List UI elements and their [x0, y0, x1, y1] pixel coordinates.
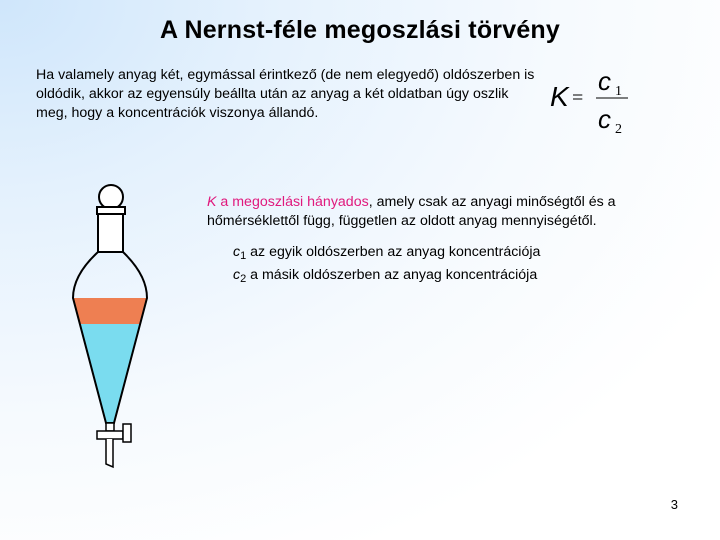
stopper-knob	[99, 185, 123, 209]
partition-description	[207, 193, 687, 231]
k-phrase: a megoszlási hányados	[216, 194, 369, 210]
stopcock	[97, 431, 123, 439]
page-number: 3	[670, 497, 678, 512]
formula-denominator: c	[598, 104, 611, 134]
formula-equals: =	[572, 87, 584, 109]
definition-index: 2	[240, 273, 247, 285]
slide-title: A Nernst-féle megoszlási törvény	[159, 16, 561, 44]
definition-list	[233, 243, 540, 289]
k-symbol: K	[207, 194, 217, 210]
funnel-neck	[98, 214, 123, 252]
description-rest: , amely csak az anyagi minőségtől és a hőmérséklettől függ, független az oldott anyag mennyiségétől.	[207, 194, 616, 229]
definition-index: 1	[240, 250, 247, 262]
formula-k: K	[550, 81, 569, 112]
definition-text: a másik oldószerben az anyag koncentrációja	[246, 267, 538, 283]
partition-formula	[540, 62, 650, 142]
funnel-outlet	[106, 439, 113, 467]
formula-numerator: c	[598, 66, 611, 96]
separatory-funnel-illustration	[70, 180, 170, 475]
definition-symbol: c	[233, 267, 241, 283]
formula-denominator-index: 2	[615, 122, 622, 137]
upper-liquid-layer	[70, 298, 170, 324]
definition-c1	[233, 243, 540, 266]
definition-symbol: c	[233, 244, 241, 260]
formula-numerator-index: 1	[615, 84, 622, 99]
stopcock-handle	[123, 424, 131, 442]
intro-paragraph: Ha valamely anyag két, egymással érintkező (de nem elegyedő) oldószerben is oldódik, akkor az egyensúly beállta után az anyag a két oldatban úgy oszlik meg, hogy a koncentrációk viszonya állandó.	[36, 67, 535, 121]
definition-text: az egyik oldószerben az anyag koncentrációja	[246, 244, 541, 260]
definition-c2	[233, 266, 540, 289]
funnel-stem	[106, 423, 114, 431]
stopper-band	[97, 207, 125, 214]
